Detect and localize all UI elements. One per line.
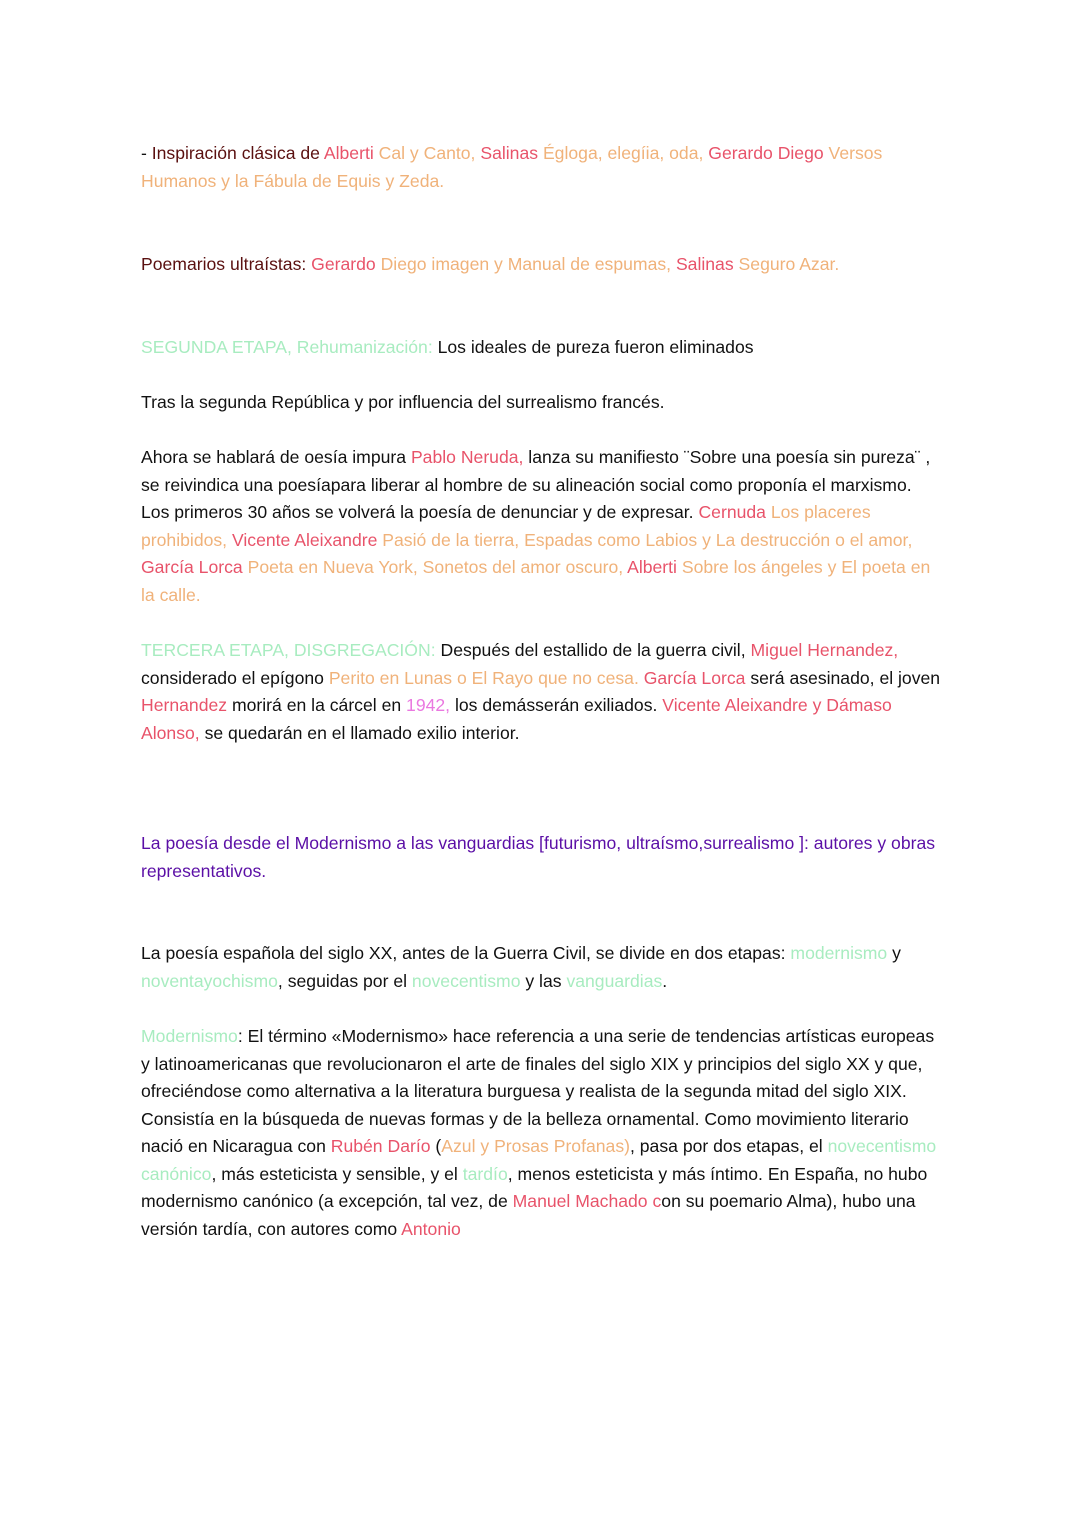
section-heading: La poesía desde el Modernismo a las vanguardias [futurismo, ultraísmo,surrealismo ]: autores y obras representativos. [141,833,936,881]
author-hernandez: Hernandez [141,695,228,715]
work-azul: Azul y Prosas Profanas) [441,1136,630,1156]
body-text: Ahora se hablará de oesía impura [141,447,411,467]
term-novecentismo: novecentismo [411,970,521,991]
body-text: , pasa por dos etapas, el [630,1136,828,1156]
paragraph-modernismo [141,1023,941,1243]
body-text: on su poemario Alma), hubo una versión tardía, con autores como [141,1191,916,1239]
body-text: : El término «Modernismo» hace referencia a una serie de tendencias artísticas europeas y latinoamericanas que revolucionaron el arte de finales del siglo XIX y principios del siglo XX y que, ofreciéndose como alternativa a la literatura burguesa y realista de la segunda mitad del siglo XIX. Consistía en la búsqueda de nuevas formas y de la belleza ornamental. Como movimiento literario nació en Nicaragua con [141,1026,935,1156]
author-gerardo-diego: Gerardo Diego [708,143,824,163]
intro-text: Inspiración clásica de [151,143,324,163]
author-ruben-dario: Rubén Darío [330,1136,431,1156]
work-perito-en-lunas: Perito en Lunas o El Rayo que no cesa. [328,667,639,688]
term-vanguardias: vanguardias [566,970,663,991]
work-poeta-nueva-york: Poeta en Nueva York, Sonetos del amor oscuro, [242,557,628,577]
work-pasion: Pasió de la tierra, Espadas como Labios y La destrucción o el amor, [377,529,913,550]
work-imagen-manual: Diego imagen y Manual de espumas, [375,254,676,274]
author-antonio: Antonio [401,1218,461,1239]
paragraph-segunda-etapa [141,334,941,362]
body-text: La poesía española del siglo XX, antes de la Guerra Civil, se divide en dos etapas: [141,943,791,963]
term-tardio: tardío [462,1163,508,1184]
body-text: considerado el epígono [141,667,329,688]
author-gerardo: Gerardo [311,254,376,274]
author-neruda: Pablo Neruda, [410,447,524,467]
intro-text: Poemarios ultraístas: [141,254,312,274]
author-lorca: García Lorca [141,557,243,577]
author-aleixandre-alonso: Vicente Aleixandre y Dámaso Alonso, [141,695,892,743]
work-cal-y-canto: Cal y Canto, [373,143,481,163]
body-text: Tras la segunda República y por influencia del surrealismo francés. [141,392,665,412]
author-alberti: Alberti [323,143,374,163]
author-lorca: García Lorca [643,667,746,688]
author-manuel-machado: Manuel Machado c [512,1191,662,1211]
term-novecentismo-canonico: novecentismo canónico [141,1136,937,1184]
author-salinas: Salinas [675,254,734,274]
work-placeres: Los placeres prohibidos, [141,502,871,550]
list-dash: - [141,143,152,163]
work-sobre-los-angeles: Sobre los ángeles y El poeta en la calle. [141,557,931,605]
body-text: será asesinado, el joven [745,667,941,688]
work-seguro-azar: Seguro Azar. [733,254,840,274]
term-modernismo: Modernismo [141,1026,238,1046]
body-text: , menos esteticista y más íntimo. En España, no hubo modernismo canónico (a excepción, tal vez, de [141,1163,928,1211]
author-cernuda: Cernuda [698,502,766,522]
year-1942: 1942, [406,695,451,715]
body-text: y las [520,970,567,991]
paragraph-poemarios-ultraistas [141,251,941,279]
author-hernandez: Miguel Hernandez, [750,640,899,660]
body-text: , más esteticista y sensible, y el [211,1163,463,1184]
body-text: los demásserán exiliados. [450,695,663,715]
body-text: lanza su manifiesto ¨Sobre una poesía sin pureza¨ , se reivindica una poesíapara liberar al hombre de su alineación social como proponía el marxismo. Los primeros 30 años se volverá la poesía de denunciar y de expresar. [141,447,931,522]
body-text: ( [430,1136,442,1156]
author-alberti: Alberti [627,557,677,577]
term-modernismo: modernismo [790,943,888,963]
work-egloga: Égloga, elegíia, oda, [538,143,709,163]
paragraph-etapas [141,940,941,995]
author-aleixandre: Vicente Aleixandre [231,529,378,550]
paragraph-poesia-impura [141,444,941,609]
stage-label: SEGUNDA ETAPA, Rehumanización: [141,337,433,357]
paragraph-segunda-republica [141,389,941,417]
term-noventayochismo: noventayochismo [141,970,278,991]
body-text: . [662,970,668,991]
body-text: Los ideales de pureza fueron eliminados [432,337,754,357]
body-text: y [887,943,901,963]
body-text: Después del estallido de la guerra civil, [435,640,751,660]
paragraph-inspiracion-clasica [141,140,941,195]
author-salinas: Salinas [480,143,539,163]
stage-label: TERCERA ETAPA, DISGREGACIÓN: [141,640,436,660]
paragraph-tercera-etapa [141,637,941,747]
body-text: se quedarán en el llamado exilio interior. [199,722,520,743]
body-text: morirá en la cárcel en [227,695,407,715]
body-text: , seguidas por el [277,970,412,991]
work-versos-humanos: Versos Humanos y la Fábula de Equis y Zeda. [141,143,883,191]
